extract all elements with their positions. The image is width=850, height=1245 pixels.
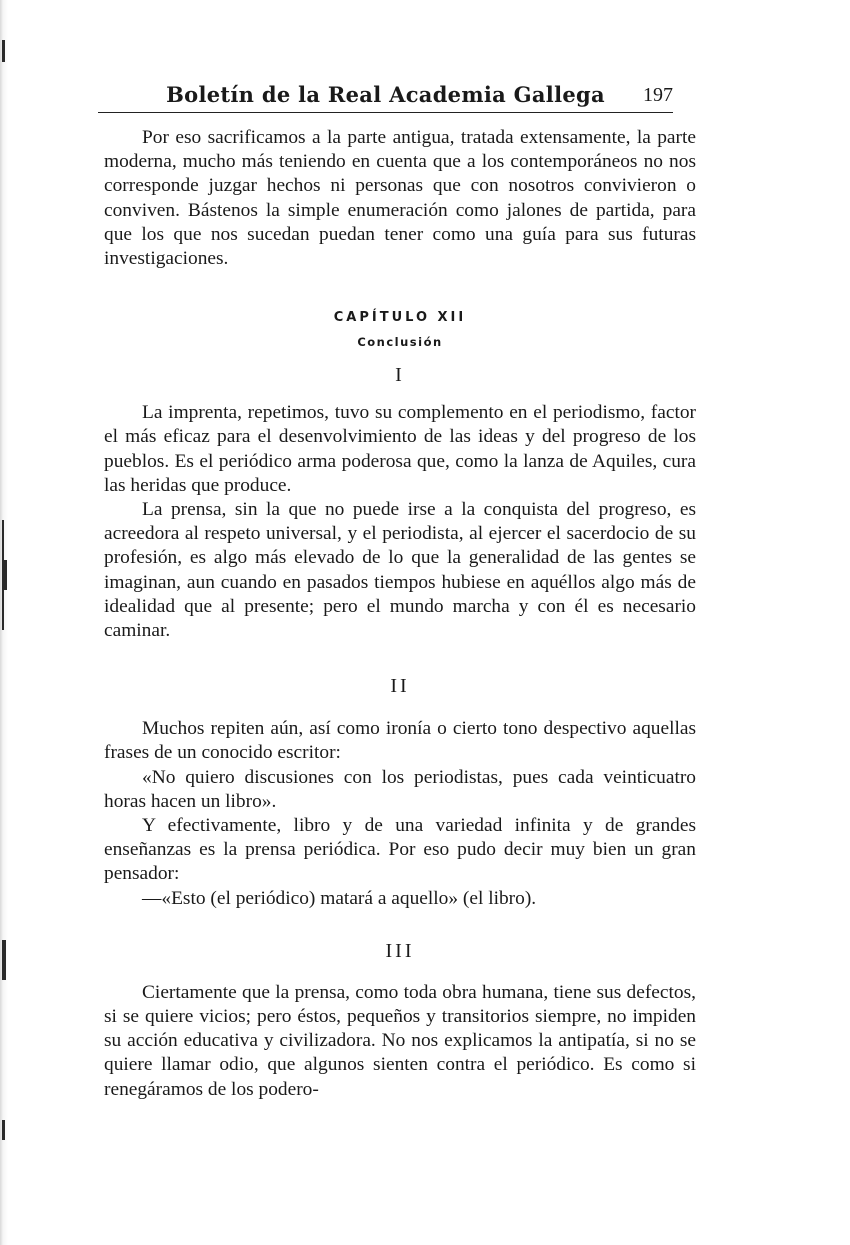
scan-edge-mark (2, 940, 6, 980)
page-number: 197 (643, 84, 673, 106)
intro-paragraph: Por eso sacrificamos a la parte antigua, tratada extensamente, la parte moderna, mucho más teniendo en cuenta que a los contemporáneos no nos corresponde juzgar hechos ni personas que con nosotros convivieron o conviven. Bástenos la simple enumeración como jalones de partida, para que los que nos sucedan puedan tener como una guía para sus futuras investigaciones. (104, 127, 696, 270)
scan-edge-mark (2, 1120, 5, 1140)
section-1-paragraph-1: La imprenta, repetimos, tuvo su complemento en el periodismo, factor el más eficaz para el desenvolvimiento de las ideas y del progreso de los pueblos. Es el periódico arma poderosa que, como la lanza de Aquiles, cura las heridas que produce. (104, 402, 696, 496)
scan-edge-mark (2, 40, 5, 62)
main-text-block (104, 126, 696, 1102)
section-1-paragraph-2: La prensa, sin la que no puede irse a la conquista del progreso, es acreedora al respeto universal, y el periodista, al ejercer el sacerdocio de su profesión, es algo más elevado de lo que la generalidad de las gentes se imaginan, aun cuando en pasados tiempos hubiese en aquéllos algo más de idealidad que al presente; pero el mundo marcha y con él es necesario caminar. (104, 499, 696, 642)
running-header (98, 78, 673, 113)
section-2-citation: —«Esto (el periódico) matará a aquello» (el libro). (142, 887, 537, 909)
section-2-paragraph-2: Y efectivamente, libro y de una variedad infinita y de grandes enseñanzas es la prensa periódica. Por eso pudo decir muy bien un gran pensador: (104, 815, 696, 885)
section-numeral-2: II (390, 675, 410, 698)
chapter-subtitle: Conclusión (357, 335, 443, 350)
chapter-heading: CAPÍTULO XII (333, 310, 467, 326)
page-binding-edge (0, 0, 8, 1245)
section-2-paragraph-1: Muchos repiten aún, así como ironía o cierto tono despectivo aquellas frases de un conocido escritor: (104, 718, 696, 764)
section-numeral-3: III (385, 939, 415, 962)
scan-edge-mark (2, 560, 7, 590)
section-3-paragraph-1: Ciertamente que la prensa, como toda obra humana, tiene sus defectos, si se quiere vicios; pero éstos, pequeños y transitorios siempre, no impiden su acción educativa y civilizadora. No nos explicamos la antipatía, si no se quiere llamar odio, que algunos sienten contra el periódico. Es como si renegáramos de los podero- (104, 981, 696, 1100)
section-2-quote: «No quiero discusiones con los periodistas, pues cada veinticuatro horas hacen un libro». (104, 766, 696, 812)
section-numeral-1: I (395, 364, 405, 387)
journal-title: Boletín de la Real Academia Gallega (166, 82, 605, 107)
